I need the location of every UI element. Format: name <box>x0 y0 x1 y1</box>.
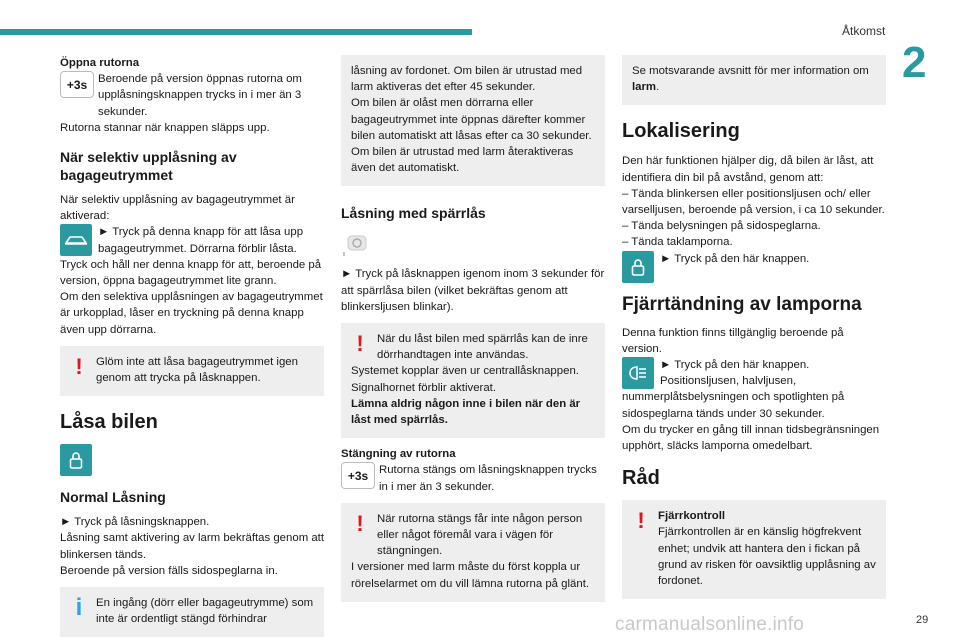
warning-icon: ! <box>75 353 83 379</box>
locate-item-2: – Tända belysningen på sidospeglarna. <box>622 220 821 233</box>
lock-heading: Låsa bilen <box>60 411 158 434</box>
warning-box-3 <box>341 503 605 602</box>
watermark: carmanualsonline.info <box>615 614 805 635</box>
reference-text: Se motsvarande avsnitt för mer information om larm. <box>632 65 869 94</box>
locate-heading: Lokalisering <box>622 120 740 143</box>
column-3 <box>622 55 886 607</box>
warning-1-text: Glöm inte att låsa bagageutrymmet igen genom att trycka på låsknappen. <box>96 355 298 385</box>
deadlock-text: ► Tryck på låsknappen igenom inom 3 sekunder för att spärrlåsa bilen (vilket bekräftas genom att blinkersljusen blinkar). <box>341 268 605 313</box>
warning-icon: ! <box>356 331 364 357</box>
locate-item-3: – Tända taklamporna. <box>622 236 733 249</box>
remote-text-3: Om du trycker en gång till innan tidsbegränsningen upphört, släcks lamporna omedelbart. <box>622 423 880 453</box>
three-seconds-key-icon: +3s <box>60 71 94 98</box>
warning-box-advice <box>622 500 886 599</box>
locate-press-text: ► Tryck på den här knappen. <box>660 252 810 265</box>
trunk-intro: När selektiv upplåsning av bagageutrymmet är aktiverad: <box>60 194 295 223</box>
normal-lock-text: ► Tryck på låsningsknappen. <box>60 516 210 529</box>
open-windows-title: Öppna rutorna <box>60 57 140 69</box>
three-seconds-key-icon: +3s <box>341 462 375 489</box>
car-trunk-icon <box>60 224 92 256</box>
remote-lights-heading: Fjärrtändning av lamporna <box>622 293 862 315</box>
padlock-icon <box>622 251 654 283</box>
remote-text-2: nummerplåtsbelysningen och spotlighten på sidospeglarna tänds under 30 sekunder. <box>622 391 845 420</box>
warning-2-text: När du låst bilen med spärrlås kan de inre dörrhandtagen inte användas. <box>377 333 588 362</box>
warning-2-text-3: Signalhornet förblir aktiverat. <box>351 381 496 394</box>
close-windows-title: Stängning av rutorna <box>341 448 456 461</box>
page-number: 29 <box>916 614 929 626</box>
warning-3-text: När rutorna stängs får inte någon person eller något föremål vara i vägen för stängningen. <box>377 512 583 558</box>
locate-text: Den här funktionen hjälper dig, då bilen är låst, att identifiera din bil på avstånd, genom att: <box>622 155 874 184</box>
open-windows-text: Beroende på version öppnas rutorna om upplåsningsknappen trycks in i mer än 3 sekunder. <box>98 73 302 118</box>
reference-box <box>622 55 886 105</box>
warning-2-text-2: Systemet kopplar även ur centrallåsknappen. <box>351 365 579 378</box>
header-rule <box>0 29 472 35</box>
locate-item-1: – Tända blinkersen eller positionsljusen och/ eller varselljusen, beroende på version, i ca 10 sekunder. <box>622 187 885 217</box>
info-1-continued-text-2: Om bilen är olåst men dörrarna eller bagageutrymmet inte öppnas därefter kommer bilen automatiskt att låsas efter ca 30 sekunder. Om bilen är utrustad med larm återaktiveras även det automatiskt. <box>351 97 592 175</box>
info-icon: i <box>75 594 83 622</box>
remote-press-row <box>622 357 886 389</box>
trunk-text: ► Tryck på denna knapp för att låsa upp bagageutrymmet. Dörrarna förblir låsta. <box>98 226 304 255</box>
info-box-1 <box>60 587 324 637</box>
normal-lock-text-3: Beroende på version fälls sidospeglarna in. <box>60 564 278 577</box>
normal-lock-heading: Normal Låsning <box>60 489 166 506</box>
trunk-heading: När selektiv upplåsning av bagageutrymmet <box>60 149 237 184</box>
close-windows-text: Rutorna stängs om låsningsknappen trycks in i mer än 3 sekunder. <box>379 464 597 493</box>
column-1 <box>60 55 324 640</box>
warning-icon: ! <box>356 510 364 536</box>
normal-lock-text-2: Låsning samt aktivering av larm bekräftas genom att blinkersen tänds. <box>60 532 325 561</box>
column-2 <box>341 55 605 610</box>
padlock-icon <box>60 444 92 476</box>
open-windows-row <box>60 71 324 120</box>
warning-3-text-2: I versioner med larm måste du först koppla ur rörelselarmet om du vill lämna rutorna på glänt. <box>351 561 590 590</box>
advice-title: Fjärrkontroll <box>658 510 726 523</box>
warning-icon: ! <box>637 508 645 534</box>
headlight-icon <box>622 357 654 389</box>
info-box-1-continued <box>341 55 605 186</box>
section-title: Åtkomst <box>842 24 886 38</box>
remote-press-text: ► Tryck på den här knappen. Positionsljusen, halvljusen, <box>660 359 810 388</box>
trunk-row <box>60 224 324 256</box>
remote-lights-text: Denna funktion finns tillgänglig beroende på version. <box>622 326 844 355</box>
locate-press-row <box>622 251 886 283</box>
close-windows-row <box>341 462 605 494</box>
trunk-text-2: Tryck och håll ner denna knapp för att, beroende på version, öppna bagageutrymmet lite grann. <box>60 258 322 288</box>
deadlock-heading: Låsning med spärrlås <box>341 205 486 222</box>
warning-box-2 <box>341 323 605 438</box>
info-1-continued-text: låsning av fordonet. Om bilen är utrustad med larm aktiveras det efter 45 sekunder. <box>351 65 583 94</box>
chapter-number: 2 <box>902 38 927 87</box>
advice-text: Fjärrkontrollen är en känslig högfrekvent enhet; undvik att hantera den i fickan på grund av risken för oavsiktlig upplåsning av fordonet. <box>658 526 876 588</box>
advice-heading: Råd <box>622 467 660 490</box>
info-1-text: En ingång (dörr eller bagageutrymme) som inte är ordentligt stängd förhindrar <box>96 597 314 626</box>
trunk-text-3: Om den selektiva upplåsningen av bagageutrymmet är urkopplad, låser en tryckning på denna knapp även upp dörrarna. <box>60 291 323 336</box>
deadlock-lock-icon <box>341 230 373 260</box>
warning-box-1 <box>60 346 324 396</box>
open-windows-text-2: Rutorna stannar när knappen släpps upp. <box>60 121 270 134</box>
warning-2-bold-text: Lämna aldrig någon inne i bilen när den är låst med spärrlås. <box>351 397 581 427</box>
